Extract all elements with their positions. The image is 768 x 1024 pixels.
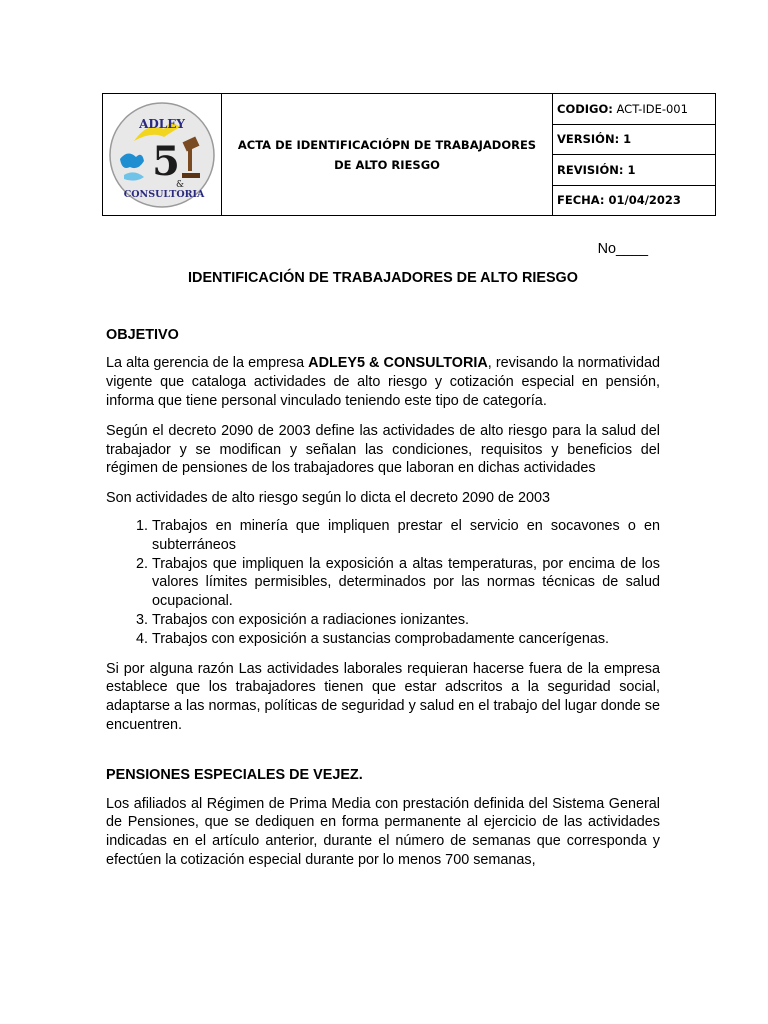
list-item: 2. Trabajos que impliquen la exposición a altas temperaturas, por encima de los valores límites permisibles, determinados por las normas técnicas de salud ocupacional. bbox=[152, 555, 660, 611]
logo-amp: & bbox=[175, 179, 185, 190]
paragraph-decreto: Según el decreto 2090 de 2003 define las actividades de alto riesgo para la salud del trabajador y se modifican y señalan las condiciones, requisitos y beneficios del régimen de pensiones de los trabajadores que laboran en dichas actividades bbox=[106, 422, 660, 477]
codigo-label: CODIGO: bbox=[557, 101, 613, 116]
main-title: IDENTIFICACIÓN DE TRABAJADORES DE ALTO RIESGO bbox=[188, 269, 578, 286]
paragraph-external-work: Si por alguna razón Las actividades laborales requieran hacerse fuera de la empresa establece que los trabajadores tienen que estar adscritos a la seguridad social, adaptarse a las normas, políticas de seguridad y salud en el trabajo del lugar donde se encuentren. bbox=[106, 660, 660, 733]
objetivo-heading: OBJETIVO bbox=[106, 326, 179, 343]
revision-field bbox=[553, 155, 716, 186]
list-item: 1. Trabajos en minería que impliquen prestar el servicio en socavones o en subterráneos bbox=[152, 517, 660, 555]
paragraph-activities-intro: Son actividades de alto riesgo según lo dicta el decreto 2090 de 2003 bbox=[106, 490, 551, 507]
logo-number: 5 bbox=[152, 137, 180, 185]
activities-list bbox=[106, 517, 660, 649]
list-item: 4. Trabajos con exposición a sustancias comprobadamente cancerígenas. bbox=[152, 630, 660, 649]
document-header bbox=[102, 93, 716, 216]
document-title: ACTA DE IDENTIFICACIÓPN DE TRABAJADORES DE ALTO RIESGO bbox=[222, 94, 553, 216]
revision-label: REVISIÓN: 1 bbox=[557, 162, 636, 177]
company-logo bbox=[108, 101, 216, 209]
version-label: VERSIÓN: 1 bbox=[557, 132, 632, 147]
pensiones-heading: PENSIONES ESPECIALES DE VEJEZ. bbox=[106, 766, 363, 783]
paragraph-intro-end: , revisando la normatividad vigente que cataloga actividades de alto riesgo y cotización especial en pensión, informa que tiene personal vinculado teniendo este tipo de categoría. bbox=[106, 355, 660, 409]
document-number: No____ bbox=[597, 241, 648, 257]
list-item: 3. Trabajos con exposición a radiaciones ionizantes. bbox=[152, 611, 660, 630]
fecha-field bbox=[553, 185, 716, 216]
version-field bbox=[553, 124, 716, 155]
paragraph-intro-start: La alta gerencia de la empresa bbox=[106, 355, 309, 372]
document-body bbox=[106, 240, 660, 881]
paragraph-intro bbox=[106, 354, 660, 410]
codigo-value: ACT-IDE-001 bbox=[612, 101, 688, 116]
fecha-label: FECHA: 01/04/2023 bbox=[557, 193, 681, 208]
logo-text-top: ADLEY bbox=[139, 116, 185, 131]
codigo-field bbox=[553, 94, 716, 125]
logo-text-bottom: CONSULTORIA bbox=[123, 188, 205, 200]
company-name: ADLEY5 & CONSULTORIA bbox=[308, 355, 488, 372]
logo-cell bbox=[103, 94, 222, 216]
paragraph-pensiones: Los afiliados al Régimen de Prima Media con prestación definida del Sistema General de Pensiones, que se dediquen en forma permanente al ejercicio de las actividades indicadas en el artículo anterior, durante el número de semanas que corresponda y efectúen la cotización especial durante por lo menos 700 semanas, bbox=[106, 795, 660, 868]
